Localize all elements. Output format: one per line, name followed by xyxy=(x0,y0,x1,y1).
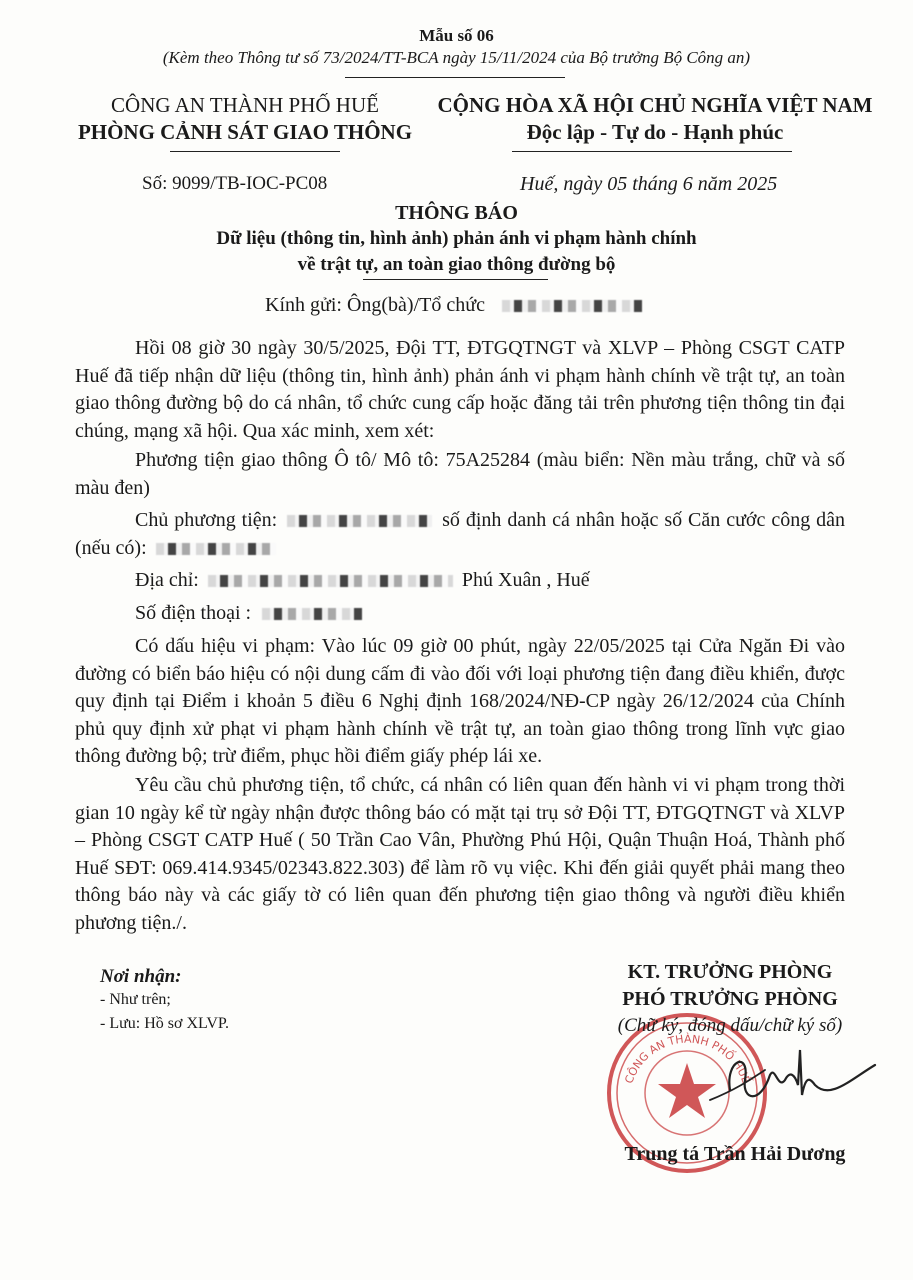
signer-name: Trung tá Trần Hải Dương xyxy=(624,1143,846,1165)
basis-underline xyxy=(345,77,565,78)
document-number: Số: 9099/TB-IOC-PC08 xyxy=(142,173,328,194)
handwritten-signature xyxy=(690,1020,890,1130)
signature-title-1: KT. TRƯỞNG PHÒNG xyxy=(627,961,833,983)
redacted-recipient xyxy=(502,300,642,312)
address-suffix: Phú Xuân , Huế xyxy=(461,569,590,591)
legal-basis: (Kèm theo Thông tư số 73/2024/TT-BCA ngày 15/11/2024 của Bộ trưởng Bộ Công an) xyxy=(162,48,751,67)
owner-paragraph xyxy=(75,507,845,562)
subtitle-underline xyxy=(363,279,548,280)
address-line xyxy=(75,567,845,595)
redacted-id xyxy=(156,543,276,555)
nation-motto: Độc lập - Tự do - Hạnh phúc xyxy=(526,120,784,144)
form-number: Mẫu số 06 xyxy=(419,26,494,45)
document-title: THÔNG BÁO xyxy=(395,202,518,224)
signature-title-2: PHÓ TRƯỞNG PHÒNG xyxy=(622,988,838,1010)
redacted-owner xyxy=(287,515,432,527)
request-paragraph: Yêu cầu chủ phương tiện, tổ chức, cá nhân có liên quan đến hành vi vi phạm trong thời gian 10 ngày kể từ ngày nhận được thông báo có mặt tại trụ sở Đội TT, ĐTGQTNGT và XLVP – Phòng CSGT CATP Huế ( 50 Trần Cao Vân, Phường Phú Hội, Quận Thuận Hoá, Thành phố Huế SĐT: 069.414.9345/02343.822.303) để làm rõ vụ việc. Khi đến giải quyết phải mang theo thông báo này và các giấy tờ có liên quan đến phương tiện giao thông và người điều khiển phương tiện./. xyxy=(75,774,845,934)
place-date: Huế, ngày 05 tháng 6 năm 2025 xyxy=(520,173,778,195)
seal-text: CÔNG AN THÀNH PHỐ HUẾ xyxy=(622,1032,753,1086)
nation-name: CỘNG HÒA XÃ HỘI CHỦ NGHĨA VIỆT NAM xyxy=(437,93,873,117)
phone-line xyxy=(75,600,845,628)
recipient-item: - Như trên; xyxy=(100,991,171,1008)
owner-label: Chủ phương tiện: xyxy=(135,509,278,531)
document-subtitle-1: Dữ liệu (thông tin, hình ảnh) phản ánh vi phạm hành chính xyxy=(216,228,697,249)
phone-label: Số điện thoại : xyxy=(135,602,252,624)
violation-paragraph: Có dấu hiệu vi phạm: Vào lúc 09 giờ 00 phút, ngày 22/05/2025 tại Cửa Ngăn Đi vào đường có biển báo hiệu có nội dung cấm đi vào đối với loại phương tiện đang điều khiển, được quy định tại Điểm i khoản 5 điều 6 Nghị định 168/2024/NĐ-CP ngày 26/12/2024 của Chính phủ quy định xử phạt vi phạm hành chính về trật tự, an toàn giao thông trong lĩnh vực giao thông đường bộ; trừ điểm, phục hồi điểm giấy phép lái xe. xyxy=(75,635,845,767)
document-subtitle-2: về trật tự, an toàn giao thông đường bộ xyxy=(297,254,616,275)
intro-paragraph: Hồi 08 giờ 30 ngày 30/5/2025, Đội TT, ĐTGQTNGT và XLVP – Phòng CSGT CATP Huế đã tiếp nhận dữ liệu (thông tin, hình ảnh) phản ánh vi phạm hành chính về trật tự, an toàn giao thông đường bộ do cá nhân, tổ chức cung cấp hoặc đăng tải trên phương tiện thông tin đại chúng, mạng xã hội. Qua xác minh, xem xét: xyxy=(75,337,845,442)
agency-underline xyxy=(170,151,340,152)
signature-note: (Chữ ký, đóng dấu/chữ ký số) xyxy=(617,1015,843,1036)
motto-underline xyxy=(512,151,792,152)
vehicle-paragraph: Phương tiện giao thông Ô tô/ Mô tô: 75A25284 (màu biển: Nền màu trắng, chữ và số màu đen) xyxy=(75,449,845,499)
redacted-address xyxy=(208,575,453,587)
recipients-heading: Nơi nhận: xyxy=(100,966,182,987)
recipient-item: - Lưu: Hồ sơ XLVP. xyxy=(100,1015,229,1032)
salutation xyxy=(265,294,642,317)
agency-parent: CÔNG AN THÀNH PHỐ HUẾ xyxy=(111,93,379,117)
agency-name: PHÒNG CẢNH SÁT GIAO THÔNG xyxy=(77,120,413,144)
salutation-label: Kính gửi: Ông(bà)/Tổ chức xyxy=(265,294,485,316)
address-label: Địa chỉ: xyxy=(135,569,199,591)
owner-id-label: số định danh cá nhân hoặc số Căn cước công dân (nếu có): xyxy=(75,509,846,559)
redacted-phone xyxy=(262,608,362,620)
